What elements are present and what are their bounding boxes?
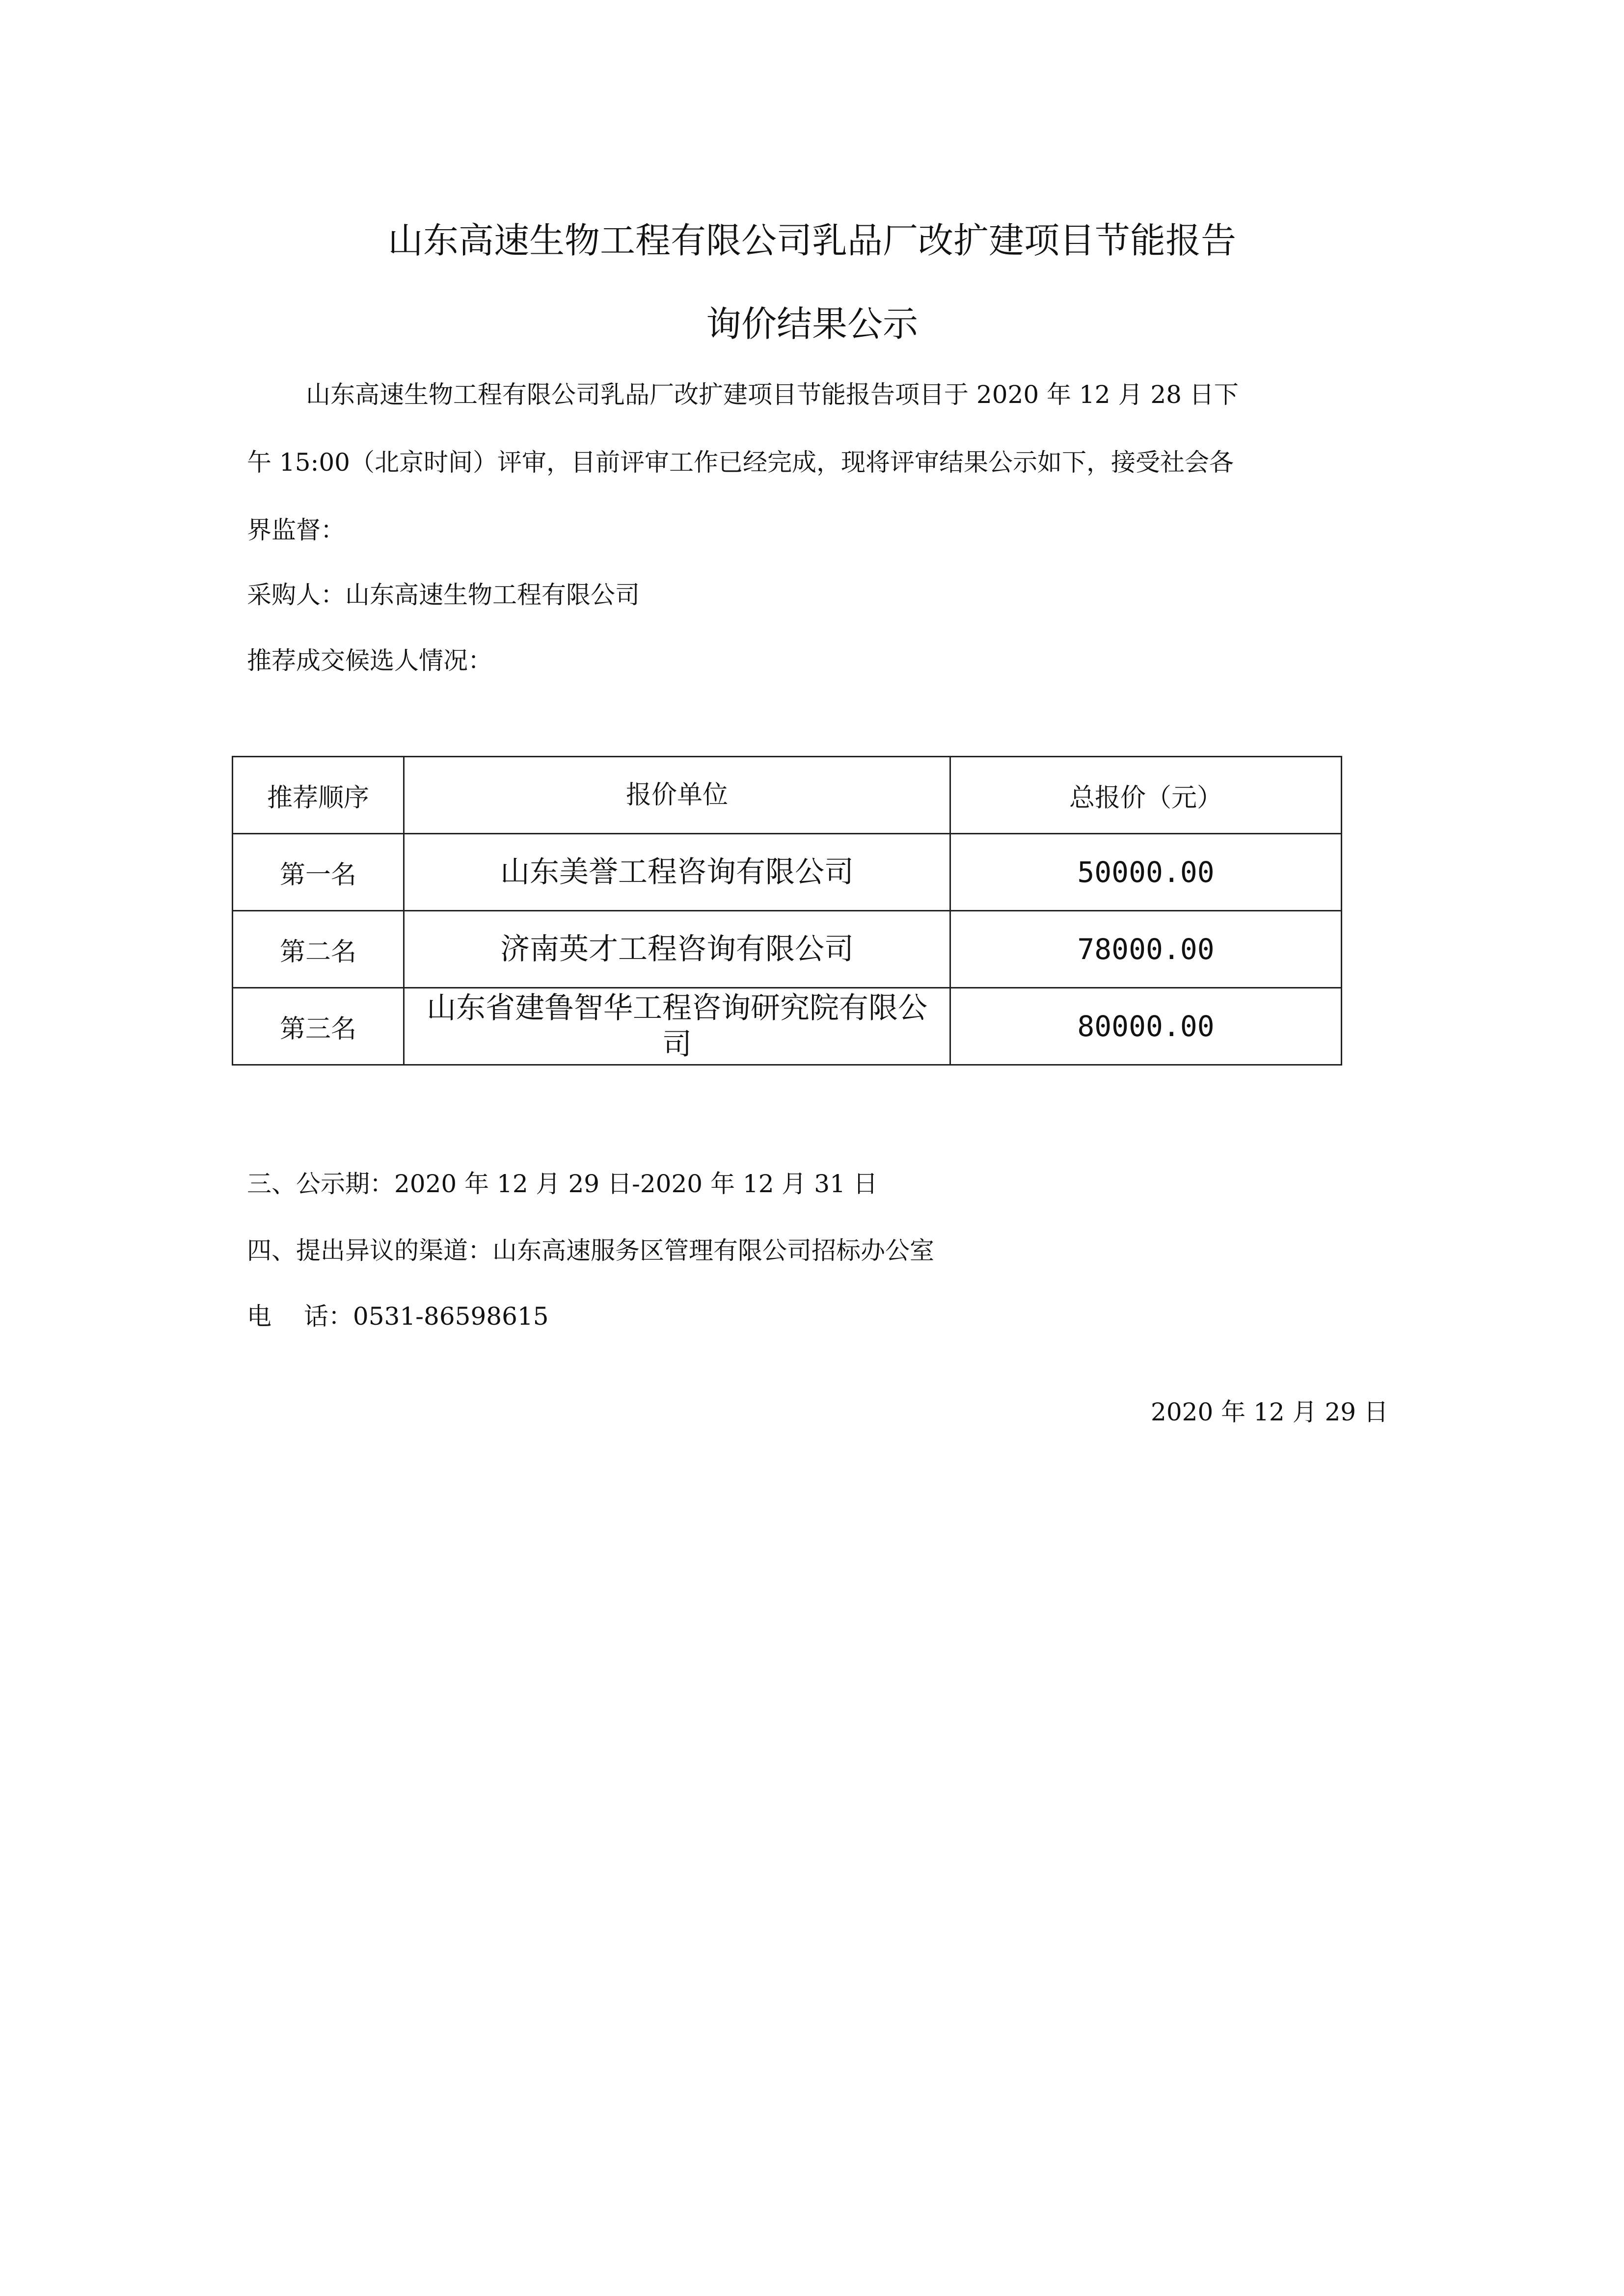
header-price: 总报价（元） <box>950 757 1342 834</box>
intro-line-3: 界监督： <box>247 516 345 544</box>
company-cell: 山东美誉工程咨询有限公司 <box>404 834 950 911</box>
price-cell: 80000.00 <box>950 988 1342 1065</box>
rank-cell: 第一名 <box>233 834 404 911</box>
rank-cell: 第二名 <box>233 911 404 988</box>
candidates-heading: 推荐成交候选人情况： <box>247 646 492 675</box>
candidates-table <box>232 756 1342 1066</box>
notice-period: 三、公示期：2020 年 12 月 29 日-2020 年 12 月 31 日 <box>247 1170 878 1198</box>
document-subtitle: 询价结果公示 <box>705 303 918 345</box>
signature-date: 2020 年 12 月 29 日 <box>1151 1398 1388 1426</box>
table-header-row <box>233 757 1342 834</box>
contact-phone: 电 话：0531-86598615 <box>247 1302 549 1331</box>
intro-line-1: 山东高速生物工程有限公司乳品厂改扩建项目节能报告项目于 2020 年 12 月 28 日下 <box>306 380 1239 409</box>
company-cell: 山东省建鲁智华工程咨询研究院有限公司 <box>404 988 950 1065</box>
objection-channel: 四、提出异议的渠道：山东高速服务区管理有限公司招标办公室 <box>247 1236 934 1265</box>
price-cell: 78000.00 <box>950 911 1342 988</box>
price-cell: 50000.00 <box>950 834 1342 911</box>
purchaser: 采购人：山东高速生物工程有限公司 <box>247 581 640 609</box>
company-cell: 济南英才工程咨询有限公司 <box>404 911 950 988</box>
table-row <box>233 834 1342 911</box>
header-rank: 推荐顺序 <box>233 757 404 834</box>
rank-cell: 第三名 <box>233 988 404 1065</box>
table-row <box>233 911 1342 988</box>
document-title: 山东高速生物工程有限公司乳品厂改扩建项目节能报告 <box>387 220 1236 261</box>
header-company: 报价单位 <box>404 757 950 834</box>
table-row <box>233 988 1342 1065</box>
intro-line-2: 午 15:00（北京时间）评审，目前评审工作已经完成，现将评审结果公示如下，接受社会各 <box>247 448 1234 477</box>
